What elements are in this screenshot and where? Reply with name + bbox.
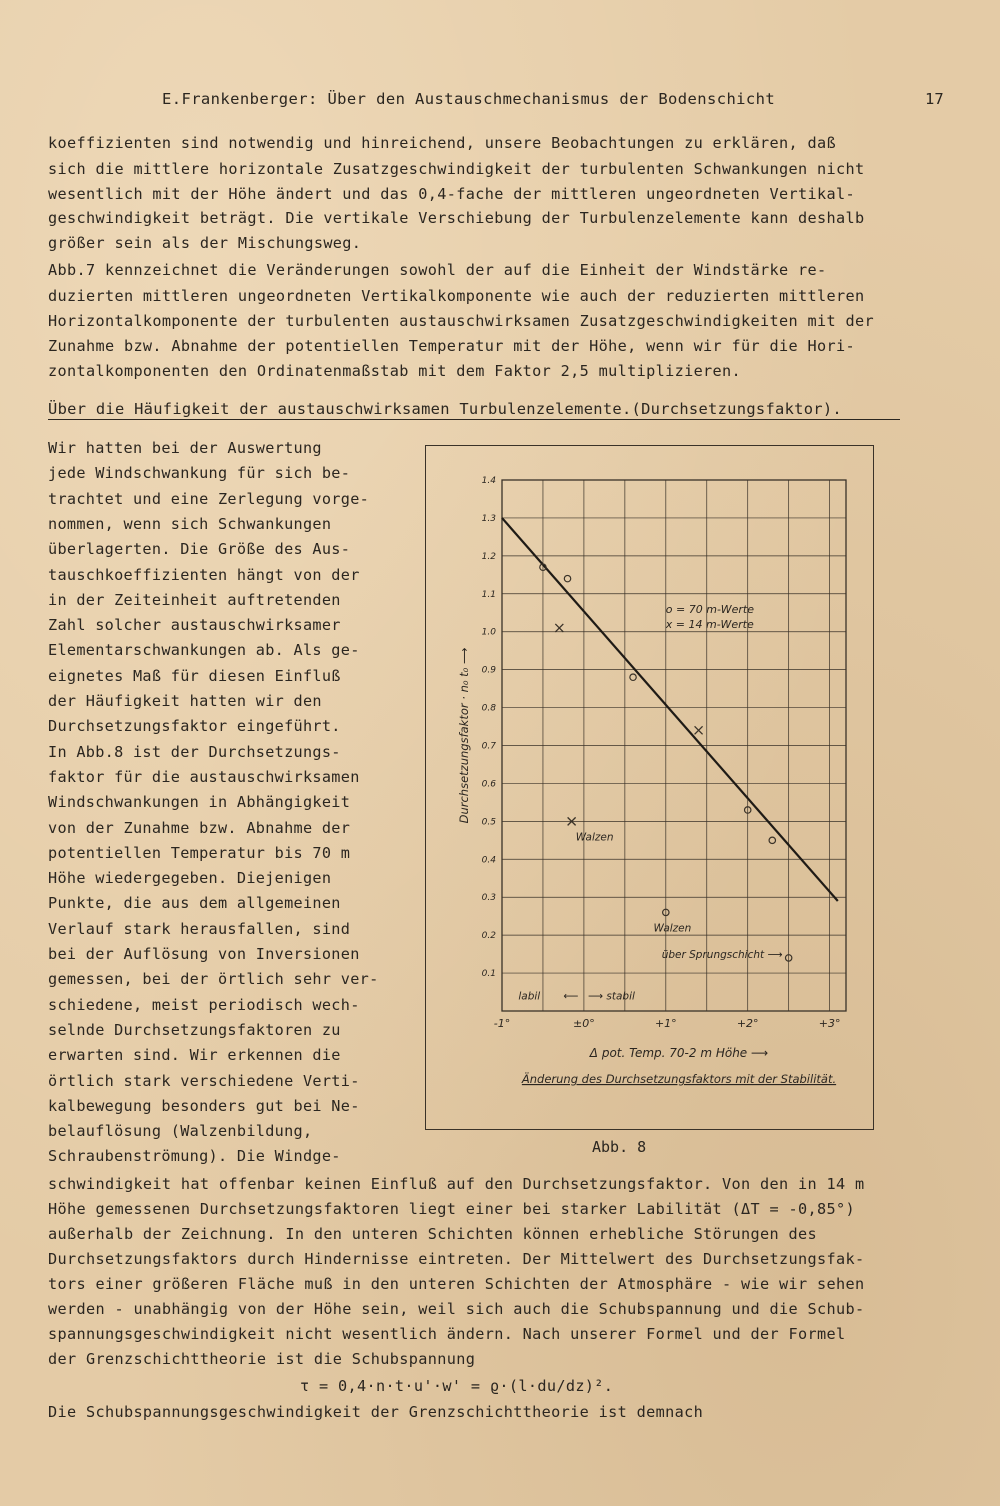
- y-tick-label: 1.4: [481, 476, 496, 486]
- y-tick-label: 0.8: [481, 703, 496, 714]
- text-line: Höhe gemessenen Durchsetzungsfaktoren liegt einer bei starker Labilität (ΔT = -0,85°): [48, 1200, 855, 1218]
- y-tick-label: 1.0: [481, 627, 496, 638]
- chart-annotation: ⟶ stabil: [588, 990, 635, 1003]
- chart-annotation: labil: [518, 990, 541, 1003]
- y-tick-label: 1.1: [481, 589, 496, 600]
- shear-stress-formula: τ = 0,4·n·t·u'·w' = ϱ·(l·du/dz)².: [300, 1377, 614, 1395]
- x-tick-label: -1°: [493, 1017, 511, 1030]
- text-line: erwarten sind. Wir erkennen die: [48, 1046, 341, 1065]
- text-line: nommen, wenn sich Schwankungen: [48, 514, 332, 533]
- text-line: Die Schubspannungsgeschwindigkeit der Grenzschichttheorie ist demnach: [48, 1403, 704, 1421]
- text-line: zontalkomponenten den Ordinatenmaßstab mit dem Faktor 2,5 multiplizieren.: [48, 362, 742, 380]
- text-line: Zahl solcher austauschwirksamer: [48, 616, 341, 635]
- chart-annotation: ⟵: [563, 990, 579, 1003]
- text-line: wesentlich mit der Höhe ändert und das 0,4-fache der mittleren ungeordneten Vertikal-: [48, 185, 855, 203]
- text-line: Punkte, die aus dem allgemeinen: [48, 894, 341, 913]
- text-line: bei der Auflösung von Inversionen: [48, 945, 360, 963]
- text-line: sich die mittlere horizontale Zusatzgeschwindigkeit der turbulenten Schwankungen nicht: [48, 160, 865, 178]
- text-line: außerhalb der Zeichnung. In den unteren Schichten können erhebliche Störungen des: [48, 1225, 817, 1243]
- running-title: E.Frankenberger: Über den Austauschmechanismus der Bodenschicht: [162, 90, 776, 108]
- chart-annotation: über Sprungschicht ⟶: [661, 948, 783, 961]
- text-line: größer sein als der Mischungsweg.: [48, 234, 362, 252]
- text-line: selnde Durchsetzungsfaktoren zu: [48, 1020, 341, 1039]
- text-line: In Abb.8 ist der Durchsetzungs-: [48, 742, 341, 761]
- chart-marks: [502, 518, 838, 961]
- text-line: Höhe wiedergegeben. Diejenigen: [48, 869, 332, 888]
- text-line: jede Windschwankung für sich be-: [48, 464, 351, 483]
- chart-labels: [457, 603, 836, 1086]
- y-tick-label: 0.4: [481, 855, 496, 866]
- text-line: Verlauf stark herausfallen, sind: [48, 919, 351, 938]
- text-line: trachtet und eine Zerlegung vorge-: [48, 489, 370, 508]
- chart-svg: [426, 446, 873, 1129]
- x-tick-label: +3°: [818, 1017, 841, 1030]
- text-line: kalbewegung besonders gut bei Ne-: [48, 1096, 360, 1115]
- x-tick-label: ±0°: [573, 1017, 595, 1030]
- y-tick-label: 1.2: [481, 551, 496, 562]
- legend-entry: o = 70 m-Werte: [665, 602, 754, 616]
- x-tick-label: +2°: [736, 1017, 759, 1030]
- section-heading: Über die Häufigkeit der austauschwirksamen Turbulenzelemente.(Durchsetzungsfaktor).: [48, 400, 900, 420]
- text-line: schiedene, meist periodisch wech-: [48, 995, 360, 1014]
- text-line: faktor für die austauschwirksamen: [48, 767, 360, 786]
- text-line: Durchsetzungsfaktor eingeführt.: [48, 717, 341, 736]
- chart-annotation: Walzen: [575, 831, 614, 844]
- text-line: Abb.7 kennzeichnet die Veränderungen sowohl der auf die Einheit der Windstärke re-: [48, 261, 827, 279]
- text-line: tauschkoeffizienten hängt von der: [48, 565, 360, 584]
- y-tick-label: 1.3: [481, 513, 496, 524]
- figure-frame: [425, 445, 874, 1130]
- text-line: örtlich stark verschiedene Verti-: [48, 1071, 360, 1090]
- text-line: werden - unabhängig von der Höhe sein, weil sich auch die Schubspannung und die Schub-: [48, 1300, 865, 1318]
- text-line: spannungsgeschwindigkeit nicht wesentlich ändern. Nach unserer Formel und der Formel: [48, 1325, 846, 1343]
- chart-annotation: Walzen: [653, 922, 692, 935]
- y-tick-label: 0.3: [481, 893, 496, 904]
- y-tick-label: 0.9: [481, 665, 496, 676]
- text-line: in der Zeiteinheit auftretenden: [48, 590, 341, 609]
- data-point-70m: [564, 575, 570, 581]
- y-tick-label: 0.2: [481, 931, 496, 942]
- text-line: Schraubenströmung). Die Windge-: [48, 1147, 341, 1166]
- text-line: schwindigkeit hat offenbar keinen Einfluß auf den Durchsetzungsfaktor. Von den in 14 m: [48, 1175, 865, 1193]
- text-line: Windschwankungen in Abhängigkeit: [48, 793, 351, 812]
- x-axis-label: Δ pot. Temp. 70-2 m Höhe ⟶: [589, 1046, 769, 1060]
- text-line: belauflösung (Walzenbildung,: [48, 1122, 313, 1141]
- text-line: geschwindigkeit beträgt. Die vertikale Verschiebung der Turbulenzelemente kann deshalb: [48, 209, 865, 227]
- chart-ticks: [482, 476, 841, 1030]
- text-line: von der Zunahme bzw. Abnahme der: [48, 818, 351, 837]
- text-line: potentiellen Temperatur bis 70 m: [48, 843, 351, 862]
- text-line: eignetes Maß für diesen Einfluß: [48, 666, 341, 685]
- legend-entry: x = 14 m-Werte: [665, 618, 754, 632]
- regression-line: [502, 518, 838, 901]
- text-line: gemessen, bei der örtlich sehr ver-: [48, 970, 379, 989]
- y-tick-label: 0.1: [481, 969, 496, 980]
- data-point-70m: [769, 837, 775, 843]
- page-number: 17: [925, 90, 944, 108]
- text-line: koeffizienten sind notwendig und hinreichend, unsere Beobachtungen zu erklären, daß: [48, 134, 836, 152]
- chart-title: Änderung des Durchsetzungsfaktors mit der Stabilität.: [521, 1072, 837, 1086]
- text-line: Zunahme bzw. Abnahme der potentiellen Temperatur mit der Höhe, wenn wir für die Hori-: [48, 337, 855, 355]
- text-line: Wir hatten bei der Auswertung: [48, 439, 322, 457]
- text-line: überlagerten. Die Größe des Aus-: [48, 540, 351, 559]
- y-tick-label: 0.7: [481, 741, 496, 752]
- text-line: der Grenzschichttheorie ist die Schubspannung: [48, 1350, 476, 1368]
- figure-caption: Abb. 8: [592, 1138, 647, 1156]
- data-point-14m: [695, 726, 703, 734]
- text-line: Elementarschwankungen ab. Als ge-: [48, 641, 360, 660]
- data-point-70m: [630, 674, 636, 680]
- text-line: der Häufigkeit hatten wir den: [48, 692, 322, 710]
- text-line: Durchsetzungsfaktors durch Hindernisse eintreten. Der Mittelwert des Durchsetzungsfak-: [48, 1250, 865, 1268]
- y-tick-label: 0.5: [481, 817, 496, 828]
- text-line: Horizontalkomponente der turbulenten austauschwirksamen Zusatzgeschwindigkeiten mit der: [48, 312, 874, 330]
- data-point-14m: [555, 624, 563, 632]
- y-axis-label: Durchsetzungsfaktor · n₀ t₀ ⟶: [457, 647, 471, 824]
- x-tick-label: +1°: [654, 1017, 677, 1030]
- text-line: tors einer größeren Fläche muß in den unteren Schichten der Atmosphäre - wie wir sehen: [48, 1275, 865, 1293]
- y-tick-label: 0.6: [481, 779, 496, 790]
- text-line: duzierten mittleren ungeordneten Vertikalkomponente wie auch der reduzierten mittleren: [48, 287, 865, 305]
